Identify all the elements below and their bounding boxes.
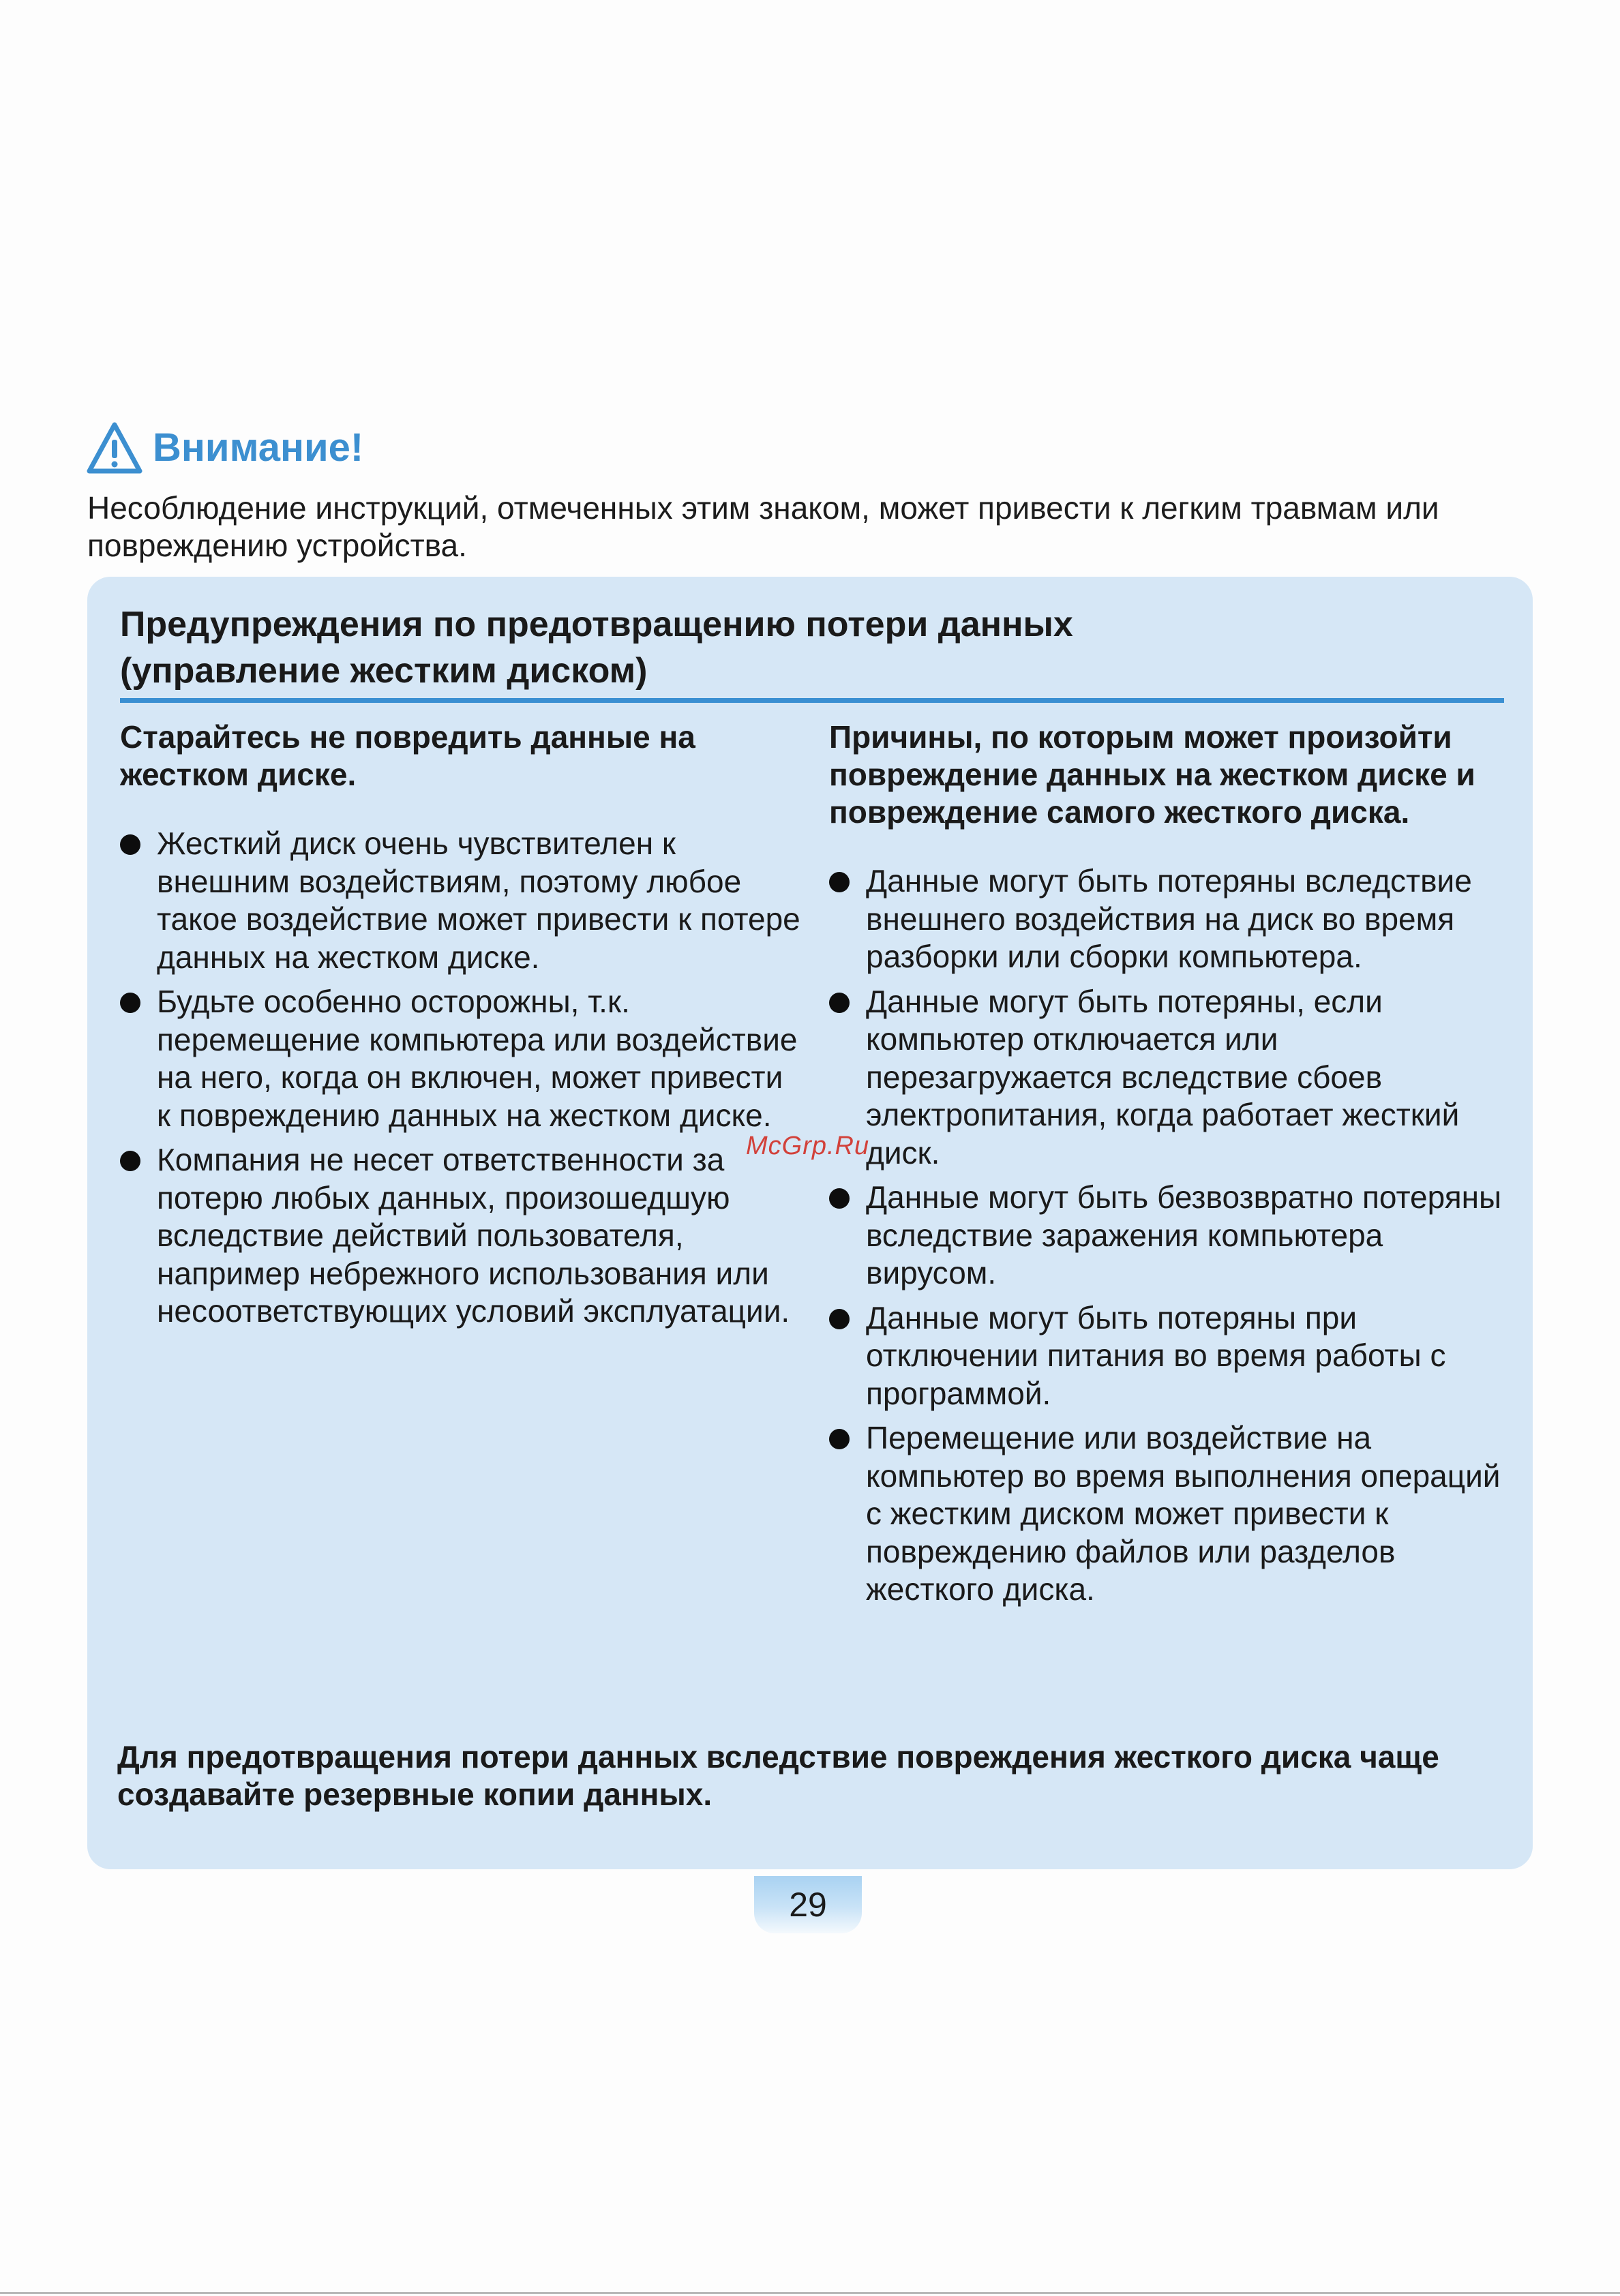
list-item-text: Данные могут быть потеряны вследствие внешнего воздействия на диск во время разборки или сборки компьютера. [866, 863, 1472, 974]
bullet-icon [120, 834, 140, 855]
title-divider [120, 698, 1504, 703]
page-number-tab [754, 1876, 862, 1933]
list-item [829, 983, 1511, 1173]
bullet-icon [829, 1429, 850, 1449]
left-column [120, 719, 802, 1338]
page-number: 29 [789, 1886, 827, 1924]
panel-title-line-1: Предупреждения по предотвращению потери данных [120, 605, 1073, 644]
bullet-icon [120, 993, 140, 1013]
caution-description: Несоблюдение инструкций, отмеченных этим знаком, может привести к легким травмам или повреждению устройства. [87, 490, 1439, 563]
page-bottom-border [0, 2292, 1620, 2294]
list-item-text: Жесткий диск очень чувствителен к внешним воздействиям, поэтому любое такое воздействие может привести к потере данных на жестком диске. [157, 826, 800, 975]
watermark: McGrp.Ru [746, 1132, 870, 1160]
list-item [829, 1179, 1511, 1293]
list-item [120, 983, 802, 1134]
bullet-icon [829, 993, 850, 1013]
left-bullet-list [120, 825, 802, 1331]
list-item-text: Компания не несет ответственности за потерю любых данных, произошедшую вследствие действий пользователя, например небрежного использования или несоответствующих условий эксплуатации. [157, 1142, 790, 1329]
bullet-icon [829, 1309, 850, 1329]
list-item [829, 1419, 1511, 1609]
list-item-text: Будьте особенно осторожны, т.к. перемещение компьютера или воздействие на него, когда он включен, может привести к повреждению данных на жестком диске. [157, 984, 798, 1133]
right-bullet-list [829, 862, 1511, 1609]
right-column-heading: Причины, по которым может произойти повреждение данных на жестком диске и повреждение самого жесткого диска. [829, 719, 1475, 830]
caution-header [86, 419, 363, 477]
data-loss-warning-panel [87, 577, 1533, 1869]
bullet-icon [829, 1188, 850, 1209]
list-item-text: Данные могут быть безвозвратно потеряны вследствие заражения компьютера вирусом. [866, 1179, 1502, 1290]
list-item-text: Данные могут быть потеряны, если компьютер отключается или перезагружается вследствие сбоев электропитания, когда работает жесткий диск. [866, 983, 1460, 1170]
bullet-icon [120, 1151, 140, 1171]
list-item-text: Перемещение или воздействие на компьютер во время выполнения операций с жестким диском может привести к повреждению файлов или разделов жесткого диска. [866, 1420, 1501, 1607]
panel-title-line-2: (управление жестким диском) [120, 651, 648, 691]
warning-triangle-icon [86, 421, 143, 474]
backup-recommendation: Для предотвращения потери данных вследствие повреждения жесткого диска чаще создавайте резервные копии данных. [117, 1739, 1439, 1812]
left-column-heading: Старайтесь не повредить данные на жестком диске. [120, 719, 695, 792]
list-item [829, 862, 1511, 976]
list-item [120, 825, 802, 976]
list-item-text: Данные могут быть потеряны при отключении питания во время работы с программой. [866, 1299, 1446, 1411]
list-item [829, 1299, 1511, 1413]
panel-title [120, 601, 1484, 694]
bullet-icon [829, 872, 850, 892]
list-item [120, 1141, 802, 1331]
right-column [829, 719, 1511, 1616]
caution-title: Внимание! [153, 425, 364, 470]
